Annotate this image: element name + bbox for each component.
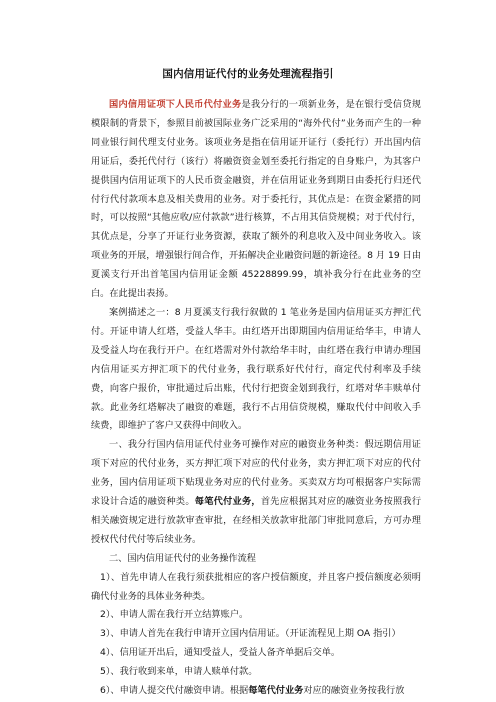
step6-bold: 每笔代付业务 [248, 685, 304, 697]
list-item: 2）、申请人需在我行开立结算账户。 [100, 609, 249, 621]
list-item: 4）、信用证开出后，通知受益人，受益人备齐单据后交单。 [100, 647, 341, 659]
list-item [91, 682, 421, 701]
intro-text: 是我分行的一项新业务，是在银行受信贷规模限制的背景下，参照目前被国际业务广泛采用的“海外代付”业务而产生的一种同业银行间代理支付业务。该项业务是指在信用证开证行（委托行）开出国内信用证后，委托代付行（该行）将融资资金划至委托行指定的自身账户，为其客户提供国内信用证项下的人民币资金融资，并在信用证业务到期日由委托行归还代付行代付款项本息及相关费用的业务。对于委托行，其优点是：在资金紧措的同时，可以按照“其他应收/应付款款”进行核算，不占用其信贷规模；对于代付行，其优点是，分享了开证行业务资源，获取了额外的利息收入及中间业务收入。该项业务的开展，增强银行间合作，开拓解决企业融资问题的新途径。8 月 19 日由夏溪支行开出首笔国内信用证金额 45228899.99，填补我分行在此业务的空白。在此提出表扬。 [91, 99, 422, 300]
section1-paragraph [91, 436, 421, 549]
intro-paragraph [91, 96, 421, 304]
section1-bold: 每笔代付业务， [194, 496, 261, 508]
step6-text-a: 6）、申请人提交代付融资申请。根据 [100, 685, 249, 697]
list-item: 3）、申请人首先在我行申请开立国内信用证。（开证流程见上期 OA 指引） [100, 628, 401, 640]
list-item: 1）、首先申请人在我行须获批相应的客户授信额度，并且客户授信额度必须明确代付业务的具体业务种类。 [91, 571, 421, 602]
document-title: 国内信用证代付的业务处理流程指引 [162, 68, 334, 80]
step6-text-b: 对应的融资业务按我行放 [303, 685, 405, 697]
section1-text-b: 首先应根据其对应的融资业务按照我行相关融资规定进行放款审查审批，在经相关放款审批部门审批同意后，方可办理授权代付代付等后续业务。 [91, 496, 422, 545]
section2-heading: 二、国内信用证代付的业务操作流程 [109, 552, 256, 564]
intro-lead: 国内信用证项下人民币代付业务 [109, 99, 242, 110]
case-paragraph: 案例描述之一：8 月夏溪支行我行叙做的 1 笔业务是国内信用证买方押汇代付。开证申请人红塔，受益人华丰。由红塔开出即期国内信用证给华丰，申请人及受益人均在我行开户。在红塔需对外付款给华丰时，由红塔在我行申请办理国内信用证买方押汇项下的代付业务，我行联系好代付行，商定代付利率及手续费，向客户报价，审批通过后出账，代付行把资金划到我行，红塔对华丰赎单付款。此业务红塔解决了融资的难题，我行不占用信贷规模，赚取代付中间收入手续费，即维护了客户又获得中间收入。 [91, 306, 421, 432]
list-item: 5）、我行收到来单，申请人赎单付款。 [100, 666, 258, 678]
document-body [91, 96, 421, 701]
section1-text-a: 一、我分行国内信用证代付业务可操作对应的融资业务种类：假远期信用证项下对应的代付业务，买方押汇项下对应的代付业务，卖方押汇项下对应的代付业务，国内信用证项下贴现业务对应的代付业务。买卖双方均可根据客户实际需求设计合适的融资种类。 [91, 439, 421, 508]
